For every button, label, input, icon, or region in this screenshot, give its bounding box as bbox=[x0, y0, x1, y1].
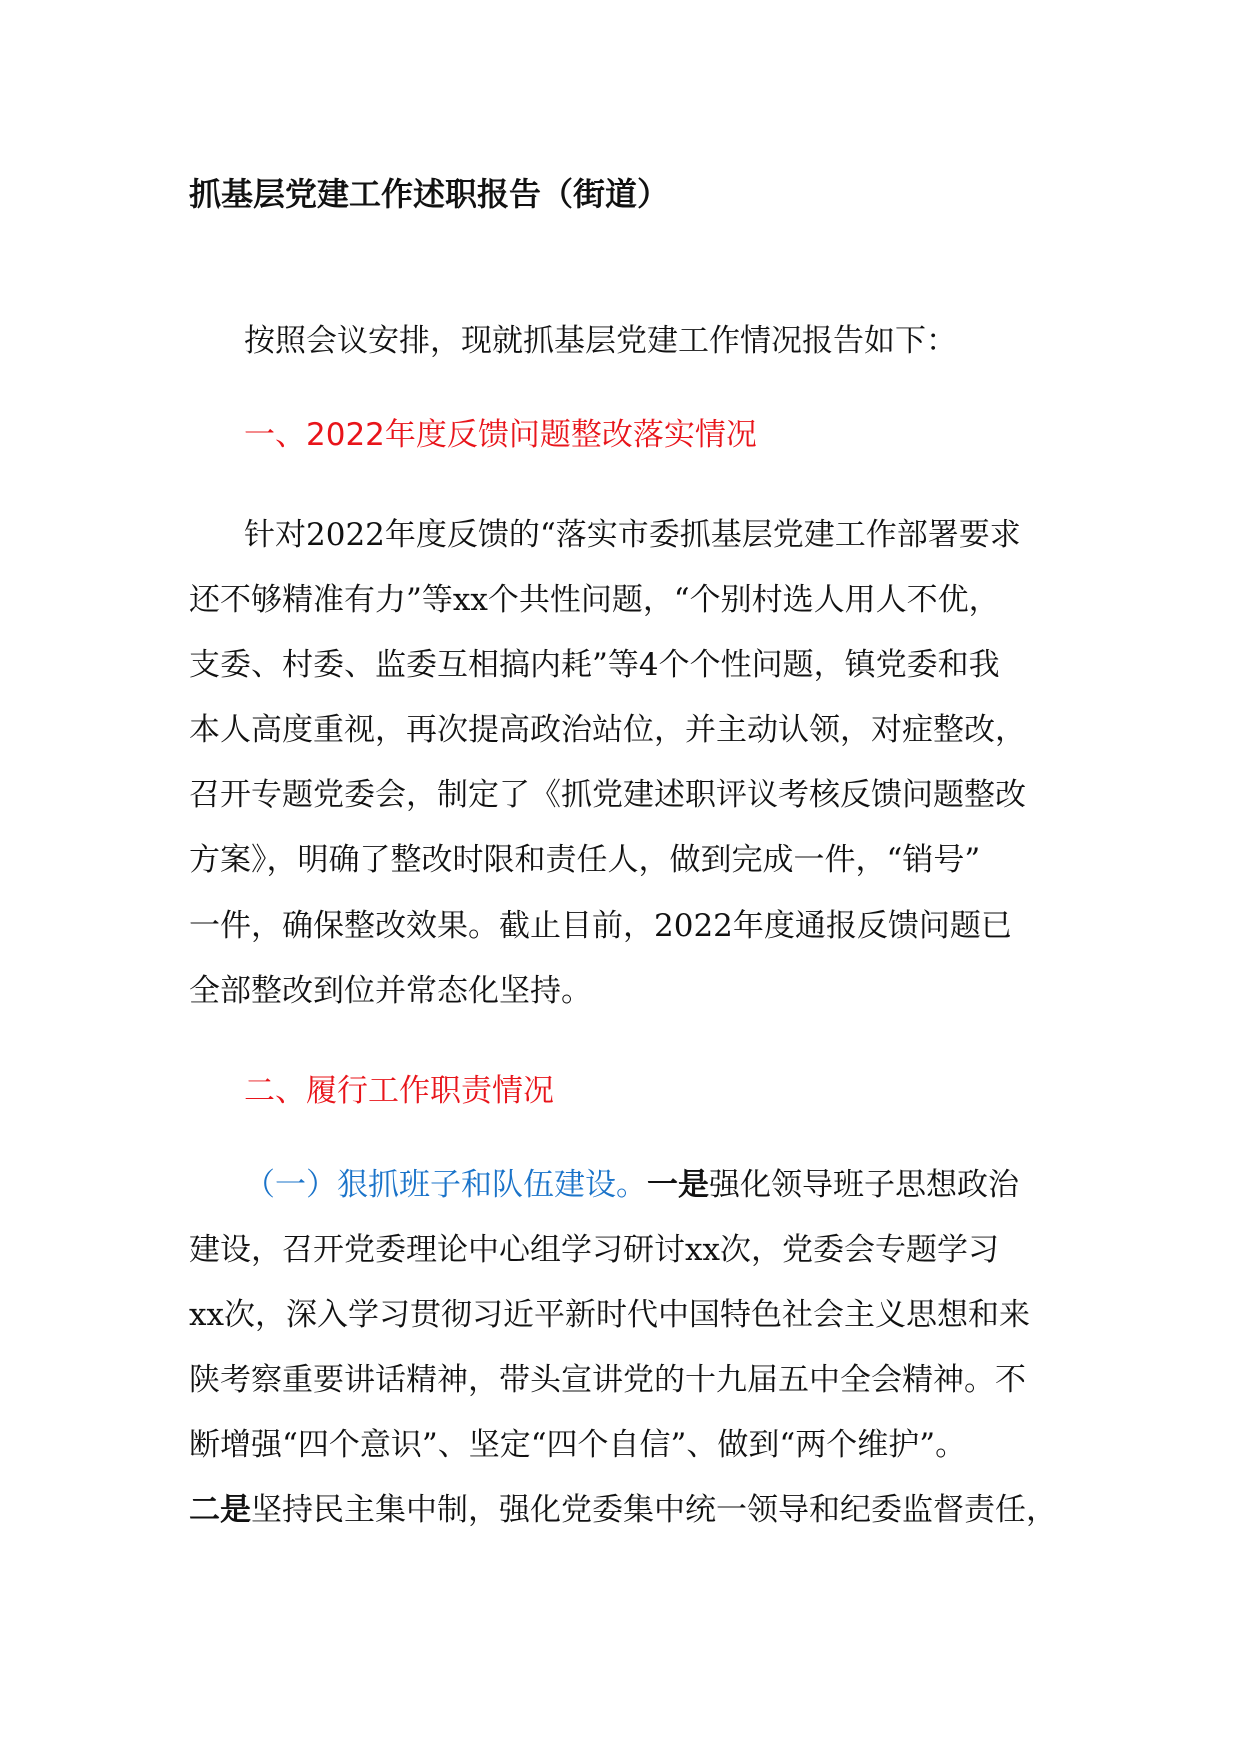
paragraph-text: 强化领导班子思想政治 bbox=[709, 1167, 1019, 1203]
paragraph-line: 还不够精准有力”等xx个共性问题，“个别村选人用人不优， bbox=[189, 582, 1000, 618]
paragraph-text: 坚持民主集中制，强化党委集中统一领导和纪委监督责任， bbox=[251, 1492, 1057, 1528]
intro-paragraph: 按照会议安排，现就抓基层党建工作情况报告如下： bbox=[244, 323, 957, 359]
paragraph-line: 断增强“四个意识”、坚定“四个自信”、做到“两个维护”。 bbox=[189, 1427, 967, 1463]
paragraph-first-line bbox=[244, 1160, 1019, 1210]
paragraph-line bbox=[189, 1485, 1057, 1535]
paragraph-line: 召开专题党委会，制定了《抓党建述职评议考核反馈问题整改 bbox=[189, 777, 1026, 813]
paragraph-line: 一件，确保整改效果。截止目前，2022年度通报反馈问题已 bbox=[189, 908, 1012, 944]
section-2-heading: 二、履行工作职责情况 bbox=[244, 1073, 554, 1109]
paragraph-line: 方案》，明确了整改时限和责任人，做到完成一件，“销号” bbox=[189, 842, 981, 878]
paragraph-line: 支委、村委、监委互相搞内耗”等4个个性问题，镇党委和我 bbox=[189, 647, 1000, 683]
sub-heading: （一）狠抓班子和队伍建设。 bbox=[244, 1167, 647, 1203]
lead-phrase: 一是 bbox=[647, 1167, 709, 1203]
paragraph-line: 建设，召开党委理论中心组学习研讨xx次，党委会专题学习 bbox=[189, 1232, 999, 1268]
paragraph-line: xx次，深入学习贯彻习近平新时代中国特色社会主义思想和来 bbox=[189, 1297, 1030, 1333]
document-title: 抓基层党建工作述职报告（街道） bbox=[189, 175, 670, 213]
paragraph-line: 针对2022年度反馈的“落实市委抓基层党建工作部署要求 bbox=[244, 517, 1021, 553]
paragraph-line: 全部整改到位并常态化坚持。 bbox=[189, 973, 592, 1009]
section-1-heading: 一、2022年度反馈问题整改落实情况 bbox=[244, 417, 757, 453]
paragraph-line: 陕考察重要讲话精神，带头宣讲党的十九届五中全会精神。不 bbox=[189, 1362, 1026, 1398]
paragraph-line: 本人高度重视，再次提高政治站位，并主动认领，对症整改， bbox=[189, 712, 1026, 748]
lead-phrase: 二是 bbox=[189, 1492, 251, 1528]
